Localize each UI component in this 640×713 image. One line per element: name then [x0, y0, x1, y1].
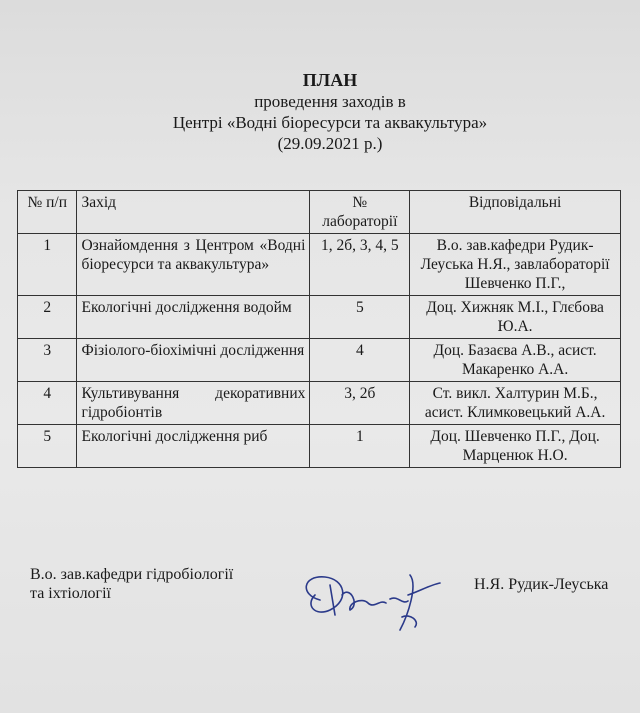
header-lab: № лабораторії — [310, 191, 410, 234]
table-row — [18, 234, 621, 296]
header-event: Захід — [77, 191, 310, 234]
header-num: № п/п — [18, 191, 77, 234]
row-event: Культивування декоративних гідробіонтів — [77, 382, 310, 425]
signatory-name: Н.Я. Рудик-Леуська — [474, 576, 609, 593]
header-responsible: Відповідальні — [410, 191, 621, 234]
row-responsible: В.о. зав.кафедри Рудик-Леуська Н.Я., завлабораторії Шевченко П.Г., — [410, 234, 621, 296]
heading-line-2: проведення заходів в — [254, 92, 406, 111]
row-lab: 1, 2б, 3, 4, 5 — [310, 234, 410, 296]
row-event: Екологічні дослідження водойм — [77, 296, 310, 339]
table-row — [18, 425, 621, 468]
document-heading — [120, 70, 540, 154]
signatory-position — [30, 565, 233, 603]
table-row — [18, 339, 621, 382]
row-responsible: Ст. викл. Халтурин М.Б., асист. Климковецький А.А. — [410, 382, 621, 425]
table-row — [18, 382, 621, 425]
heading-date: (29.09.2021 р.) — [277, 134, 383, 153]
row-event: Ознайомдення з Центром «Водні біоресурси та аквакультура» — [77, 234, 310, 296]
document-title: ПЛАН — [302, 70, 358, 90]
row-lab: 4 — [310, 339, 410, 382]
row-lab: 1 — [310, 425, 410, 468]
row-num: 1 — [18, 234, 77, 296]
row-event: Екологічні дослідження риб — [77, 425, 310, 468]
row-lab: 5 — [310, 296, 410, 339]
signatory-position-line-2: та іхтіології — [30, 585, 111, 602]
row-responsible: Доц. Базаєва А.В., асист. Макаренко А.А. — [410, 339, 621, 382]
row-responsible: Доц. Шевченко П.Г., Доц. Марценюк Н.О. — [410, 425, 621, 468]
heading-line-3: Центрі «Водні біоресурси та аквакультура» — [172, 113, 488, 132]
row-lab: 3, 2б — [310, 382, 410, 425]
row-num: 4 — [18, 382, 77, 425]
table-row — [18, 296, 621, 339]
row-event: Фізіолого-біохімічні дослідження — [77, 339, 310, 382]
row-num: 5 — [18, 425, 77, 468]
handwritten-signature — [290, 555, 460, 645]
row-num: 2 — [18, 296, 77, 339]
row-responsible: Доц. Хижняк М.І., Глєбова Ю.А. — [410, 296, 621, 339]
signatory-position-line-1: В.о. зав.кафедри гідробіології — [30, 566, 234, 583]
plan-table — [17, 190, 621, 468]
table-header-row — [18, 191, 621, 234]
row-num: 3 — [18, 339, 77, 382]
